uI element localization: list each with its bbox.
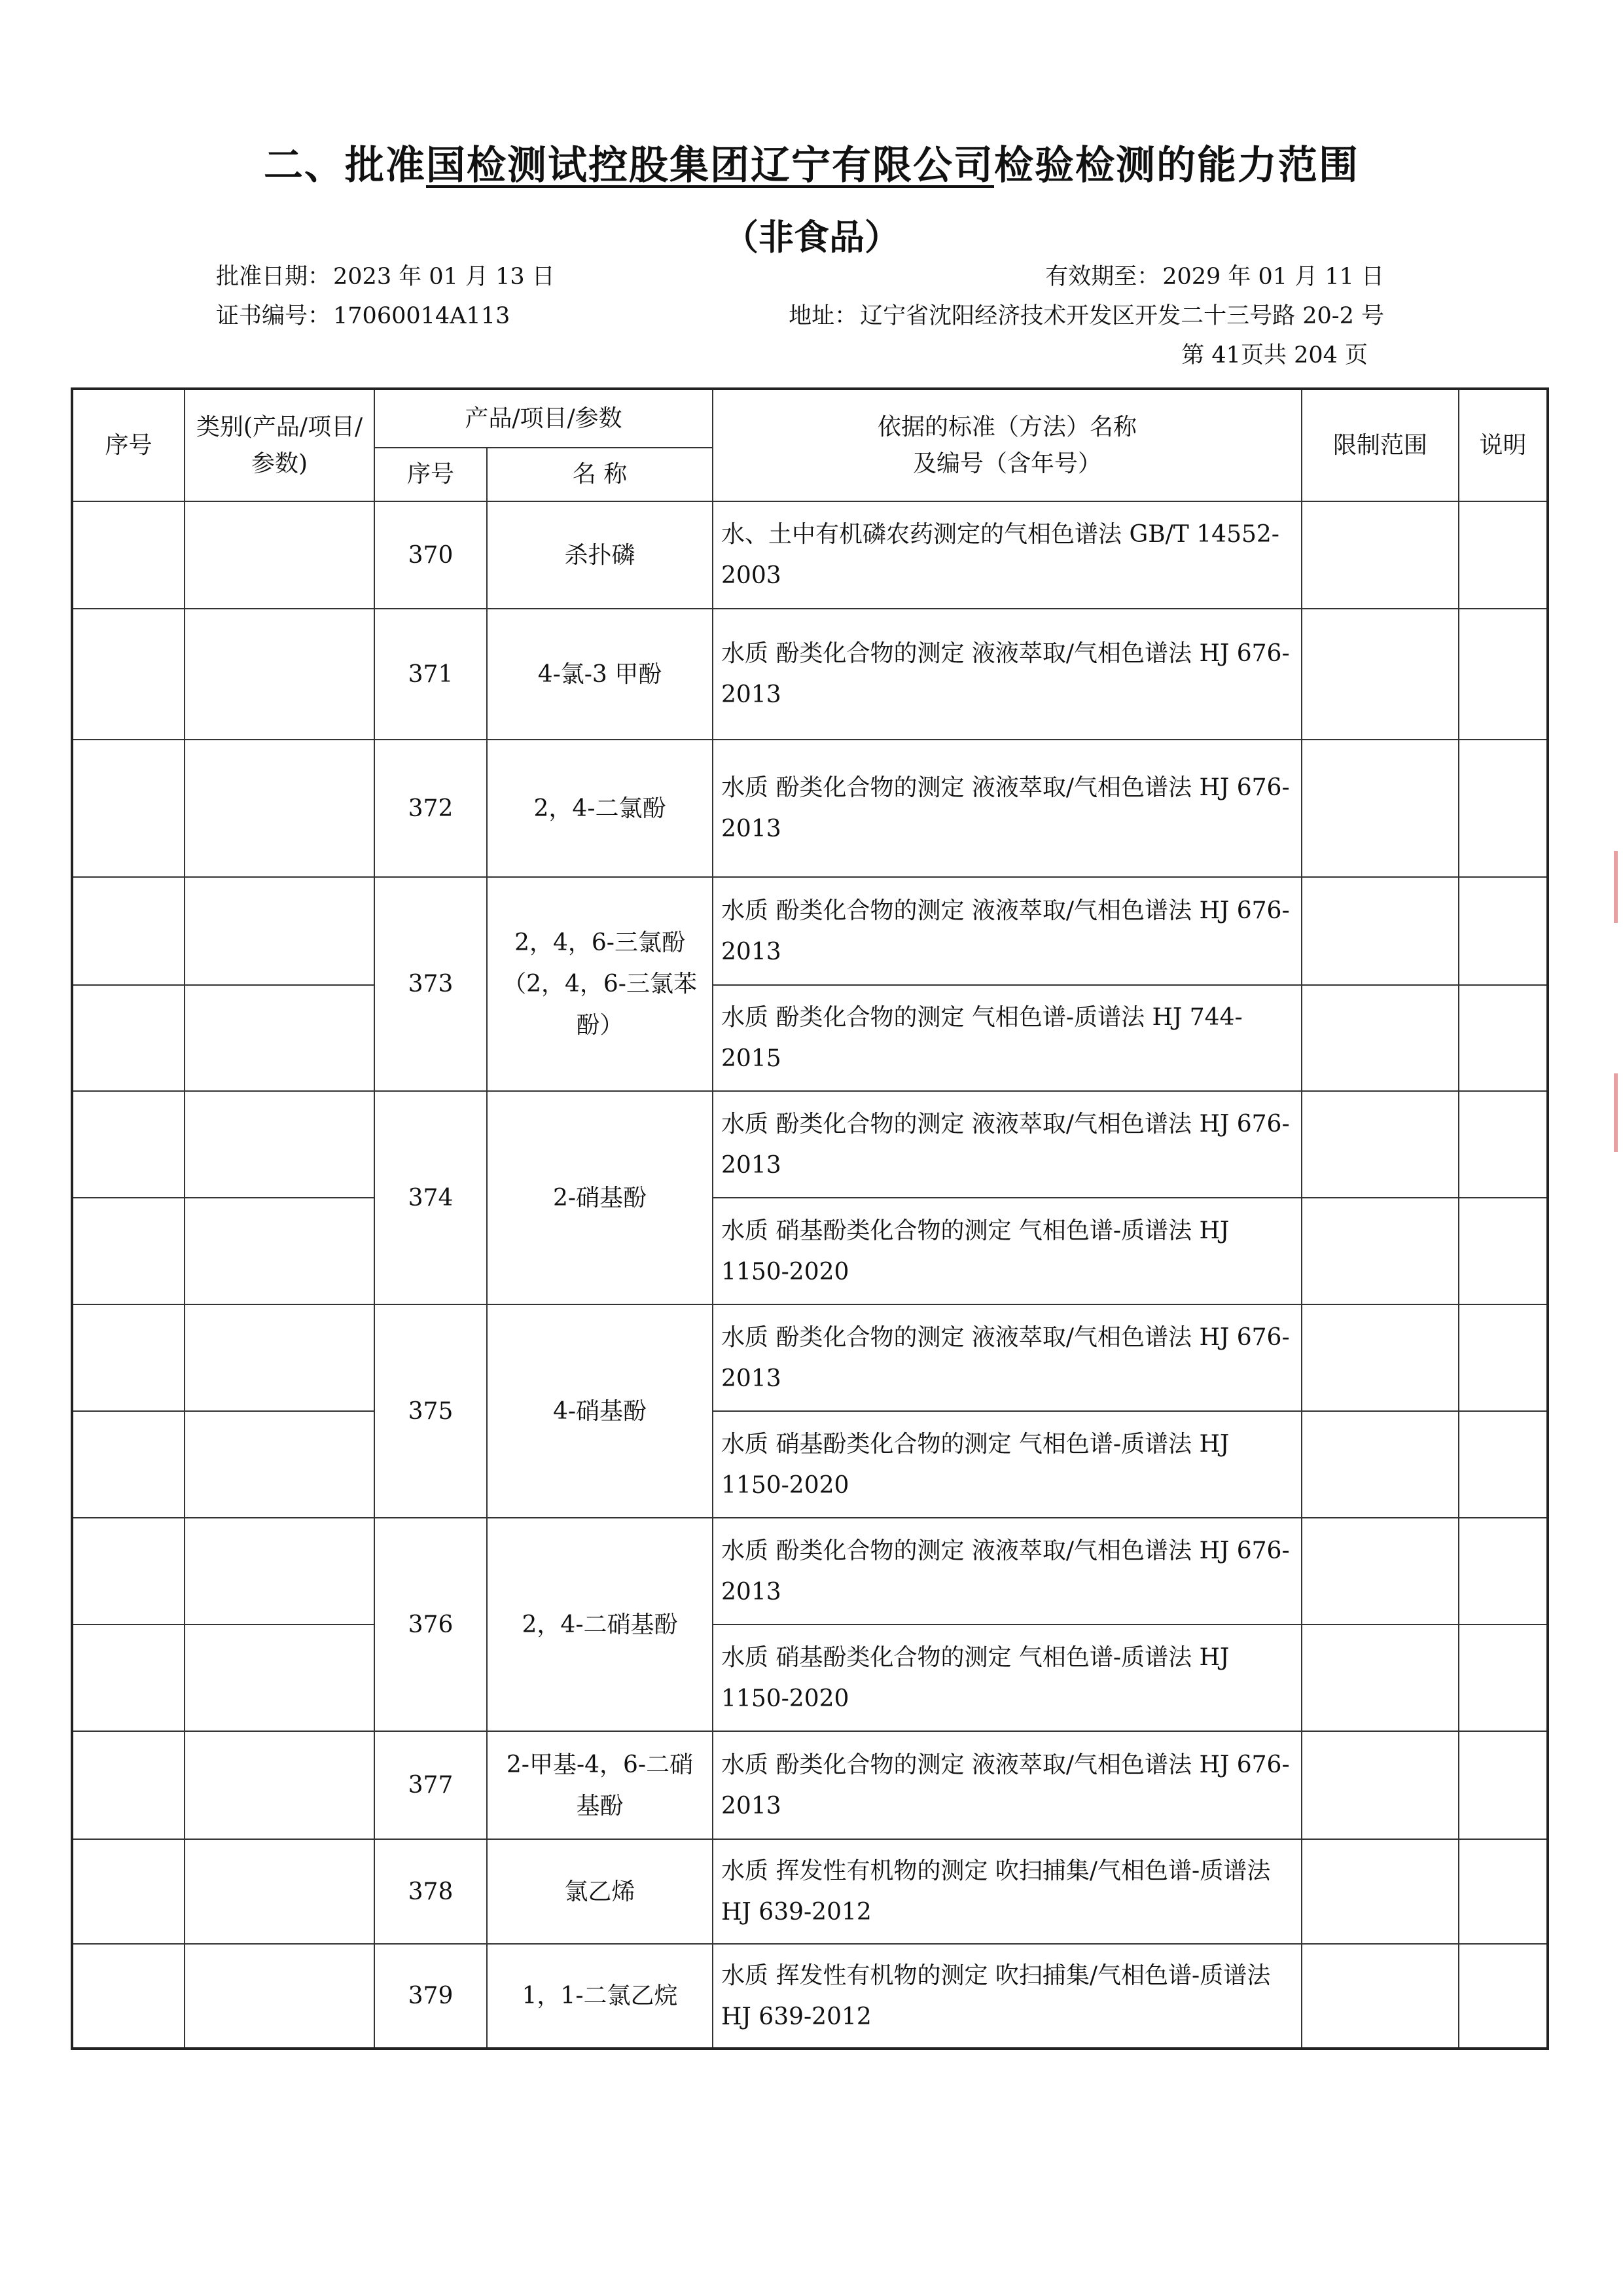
standard-cell: 水质 挥发性有机物的测定 吹扫捕集/气相色谱-质谱法 HJ 639-2012	[713, 1839, 1302, 1944]
address-label: 地址：	[789, 303, 858, 329]
standard-cell: 水质 酚类化合物的测定 液液萃取/气相色谱法 HJ 676-2013	[713, 740, 1302, 877]
seq-cell	[72, 1198, 185, 1304]
note-cell	[1459, 1091, 1548, 1198]
note-cell	[1459, 740, 1548, 877]
header-name: 名 称	[487, 448, 713, 501]
item-number: 371	[374, 609, 487, 740]
valid-until-value: 2029 年 01 月 11 日	[1162, 264, 1384, 290]
item-number: 379	[374, 1944, 487, 2049]
table-row	[72, 1304, 1548, 1411]
certificate-number	[216, 298, 510, 331]
limit-cell	[1302, 1839, 1459, 1944]
note-cell	[1459, 1198, 1548, 1304]
category-cell	[185, 1198, 374, 1304]
category-cell	[185, 501, 374, 609]
category-cell	[185, 1304, 374, 1411]
category-cell	[185, 1944, 374, 2049]
item-name: 1，1-二氯乙烷	[487, 1944, 713, 2049]
table-row	[72, 1944, 1548, 2049]
approval-date-value: 2023 年 01 月 13 日	[333, 264, 555, 290]
table-row	[72, 1091, 1548, 1198]
note-cell	[1459, 501, 1548, 609]
table-row	[72, 501, 1548, 609]
table-row	[72, 1839, 1548, 1944]
seq-cell	[72, 740, 185, 877]
note-cell	[1459, 1518, 1548, 1624]
header-category: 类别(产品/项目/参数)	[185, 389, 374, 501]
valid-until-label: 有效期至：	[1045, 264, 1160, 290]
title-prefix: 二、批准	[264, 143, 426, 188]
note-cell	[1459, 609, 1548, 740]
header-product-group: 产品/项目/参数	[374, 389, 713, 448]
seq-cell	[72, 1304, 185, 1411]
limit-cell	[1302, 1518, 1459, 1624]
note-cell	[1459, 1411, 1548, 1518]
item-number: 378	[374, 1839, 487, 1944]
category-cell	[185, 877, 374, 985]
item-name: 2-硝基酚	[487, 1091, 713, 1304]
header-seq: 序号	[72, 389, 185, 501]
standard-cell: 水质 硝基酚类化合物的测定 气相色谱-质谱法 HJ 1150-2020	[713, 1624, 1302, 1731]
title-suffix: 检验检测的能力范围	[994, 143, 1359, 188]
header-limit: 限制范围	[1302, 389, 1459, 501]
item-name: 4-氯-3 甲酚	[487, 609, 713, 740]
address-value: 辽宁省沈阳经济技术开发区开发二十三号路 20-2 号	[860, 303, 1384, 329]
header-sub-seq: 序号	[374, 448, 487, 501]
approval-date-label: 批准日期：	[216, 264, 331, 290]
cert-no-label: 证书编号：	[216, 303, 331, 329]
table-row	[72, 877, 1548, 985]
seq-cell	[72, 1411, 185, 1518]
standard-cell: 水质 酚类化合物的测定 液液萃取/气相色谱法 HJ 676-2013	[713, 877, 1302, 985]
note-cell	[1459, 1731, 1548, 1839]
item-name: 2，4-二氯酚	[487, 740, 713, 877]
category-cell	[185, 1731, 374, 1839]
category-cell	[185, 740, 374, 877]
standard-cell: 水质 酚类化合物的测定 液液萃取/气相色谱法 HJ 676-2013	[713, 1091, 1302, 1198]
seq-cell	[72, 1839, 185, 1944]
item-name: 氯乙烯	[487, 1839, 713, 1944]
seq-cell	[72, 1624, 185, 1731]
seq-cell	[72, 877, 185, 985]
table-row	[72, 1731, 1548, 1839]
category-cell	[185, 1624, 374, 1731]
item-number: 373	[374, 877, 487, 1091]
limit-cell	[1302, 877, 1459, 985]
seal-edge-mark	[1614, 851, 1618, 923]
seq-cell	[72, 609, 185, 740]
header-standard-line2: 及编号（含年号）	[913, 450, 1102, 477]
category-cell	[185, 1839, 374, 1944]
standard-cell: 水质 酚类化合物的测定 液液萃取/气相色谱法 HJ 676-2013	[713, 1304, 1302, 1411]
address	[789, 298, 1384, 331]
limit-cell	[1302, 1304, 1459, 1411]
item-name: 2，4，6-三氯酚（2，4，6-三氯苯酚）	[487, 877, 713, 1091]
category-cell	[185, 1518, 374, 1624]
standard-cell: 水质 酚类化合物的测定 液液萃取/气相色谱法 HJ 676-2013	[713, 1731, 1302, 1839]
seq-cell	[72, 1518, 185, 1624]
item-number: 376	[374, 1518, 487, 1731]
category-cell	[185, 609, 374, 740]
cert-no-value: 17060014A113	[333, 303, 510, 329]
note-cell	[1459, 1944, 1548, 2049]
category-cell	[185, 985, 374, 1091]
item-number: 374	[374, 1091, 487, 1304]
seq-cell	[72, 1091, 185, 1198]
item-number: 377	[374, 1731, 487, 1839]
standard-cell: 水质 酚类化合物的测定 液液萃取/气相色谱法 HJ 676-2013	[713, 609, 1302, 740]
header-standard	[713, 389, 1302, 501]
note-cell	[1459, 1304, 1548, 1411]
category-cell	[185, 1091, 374, 1198]
seq-cell	[72, 1731, 185, 1839]
table-row	[72, 1198, 1548, 1304]
note-cell	[1459, 1839, 1548, 1944]
seq-cell	[72, 985, 185, 1091]
limit-cell	[1302, 1091, 1459, 1198]
limit-cell	[1302, 609, 1459, 740]
capability-table	[71, 387, 1549, 2050]
table-row	[72, 609, 1548, 740]
standard-cell: 水质 酚类化合物的测定 液液萃取/气相色谱法 HJ 676-2013	[713, 1518, 1302, 1624]
limit-cell	[1302, 1944, 1459, 2049]
table-row	[72, 1518, 1548, 1624]
note-cell	[1459, 877, 1548, 985]
seal-edge-mark	[1614, 1073, 1618, 1152]
seq-cell	[72, 501, 185, 609]
standard-cell: 水、土中有机磷农药测定的气相色谱法 GB/T 14552-2003	[713, 501, 1302, 609]
item-number: 370	[374, 501, 487, 609]
title-organization: 国检测试控股集团辽宁有限公司	[426, 143, 994, 188]
category-cell	[185, 1411, 374, 1518]
item-name: 2，4-二硝基酚	[487, 1518, 713, 1731]
limit-cell	[1302, 1731, 1459, 1839]
limit-cell	[1302, 1624, 1459, 1731]
item-name: 2-甲基-4，6-二硝基酚	[487, 1731, 713, 1839]
item-number: 375	[374, 1304, 487, 1518]
item-name: 杀扑磷	[487, 501, 713, 609]
table-row	[72, 740, 1548, 877]
standard-cell: 水质 硝基酚类化合物的测定 气相色谱-质谱法 HJ 1150-2020	[713, 1198, 1302, 1304]
table-row	[72, 1624, 1548, 1731]
header-standard-line1: 依据的标准（方法）名称	[878, 413, 1137, 440]
valid-until	[1045, 259, 1384, 291]
page-subtitle: （非食品）	[723, 217, 900, 258]
standard-cell: 水质 挥发性有机物的测定 吹扫捕集/气相色谱-质谱法 HJ 639-2012	[713, 1944, 1302, 2049]
page-number: 第 41页共 204 页	[1181, 342, 1368, 368]
approval-date	[216, 259, 555, 291]
standard-cell: 水质 硝基酚类化合物的测定 气相色谱-质谱法 HJ 1150-2020	[713, 1411, 1302, 1518]
table-row	[72, 1411, 1548, 1518]
item-name: 4-硝基酚	[487, 1304, 713, 1518]
limit-cell	[1302, 501, 1459, 609]
note-cell	[1459, 1624, 1548, 1731]
note-cell	[1459, 985, 1548, 1091]
header-note: 说明	[1459, 389, 1548, 501]
standard-cell: 水质 酚类化合物的测定 气相色谱-质谱法 HJ 744-2015	[713, 985, 1302, 1091]
item-number: 372	[374, 740, 487, 877]
limit-cell	[1302, 1411, 1459, 1518]
page-title	[0, 134, 1623, 190]
seq-cell	[72, 1944, 185, 2049]
limit-cell	[1302, 985, 1459, 1091]
limit-cell	[1302, 740, 1459, 877]
limit-cell	[1302, 1198, 1459, 1304]
table-row	[72, 985, 1548, 1091]
